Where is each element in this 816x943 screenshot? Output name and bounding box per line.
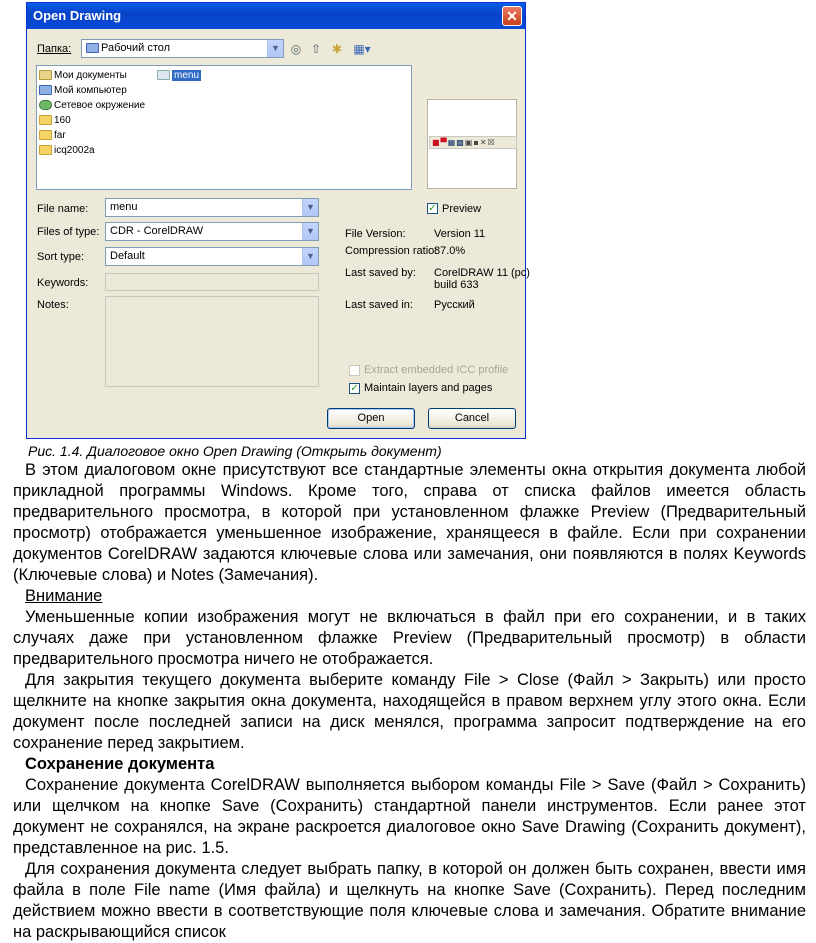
preview-checkbox[interactable]: ✓ [428, 203, 437, 214]
maintain-layers-label: Maintain layers and pages [364, 382, 493, 394]
open-button[interactable]: Open [327, 408, 415, 429]
file-version-label: File Version: [345, 228, 406, 240]
list-item-selected[interactable]: menu [157, 69, 201, 83]
notes-textarea[interactable] [105, 296, 319, 387]
paragraph-2: Уменьшенные копии изображения могут не включаться в файл при его сохранении, и в таких случаях даже при установленном флажке Preview (Предварительный просмотр) в области предварительного просмотра ничего не отображается. [13, 608, 806, 668]
file-version-value: Version 11 [434, 228, 486, 240]
warning-heading: Внимание [25, 587, 103, 605]
folder-icon [39, 130, 52, 140]
last-saved-by-label: Last saved by: [345, 267, 416, 279]
notes-label: Notes: [37, 299, 69, 311]
last-saved-in-value: Русский [434, 299, 475, 311]
file-name-input[interactable] [105, 198, 319, 217]
extract-icc-checkbox[interactable] [349, 365, 360, 376]
back-icon[interactable]: ◎ [290, 42, 302, 56]
preview-label: Preview [442, 203, 482, 215]
files-of-type-select[interactable] [105, 222, 319, 241]
last-saved-by-value: CorelDRAW 11 (pc) [434, 267, 530, 279]
network-icon [39, 100, 52, 110]
compression-value: 87.0% [434, 245, 466, 257]
desktop-icon [86, 43, 99, 53]
file-list[interactable] [36, 65, 412, 190]
keywords-label: Keywords: [37, 277, 89, 289]
view-menu-icon[interactable]: ▦▾ [353, 42, 371, 56]
new-folder-icon[interactable]: ✱ [331, 42, 343, 56]
documents-folder-icon [39, 70, 52, 80]
section-heading: Сохранение документа [25, 755, 215, 773]
paragraph-3: Для закрытия текущего документа выберите команду File > Close (Файл > Закрыть) или просто щелкните на кнопке закрытия окна документа, находящейся в правом верхнем углу этого окна. Если документ после последней записи на диск менялся, программа запросит подтверждение на его сохранение перед закрытием. [13, 671, 806, 752]
file-name-value: menu [110, 201, 138, 213]
list-item[interactable]: Мои документы [39, 69, 127, 83]
last-saved-build-value: build 633 [434, 279, 479, 291]
folder-select-value: Рабочий стол [101, 42, 171, 54]
cancel-button[interactable]: Cancel [428, 408, 516, 429]
figure-caption: Рис. 1.4. Диалоговое окно Open Drawing (Открыть документ) [28, 443, 442, 459]
folder-icon [39, 115, 52, 125]
last-saved-in-label: Last saved in: [345, 299, 413, 311]
dialog-title-bar[interactable] [27, 3, 525, 29]
sort-type-select[interactable] [105, 247, 319, 266]
computer-icon [39, 85, 52, 95]
close-icon[interactable]: ✕ [502, 6, 522, 26]
list-item[interactable]: 160 [39, 114, 71, 128]
folder-label: Папка: [37, 43, 72, 55]
files-of-type-label: Files of type: [37, 226, 100, 238]
chevron-down-icon[interactable]: ▼ [302, 223, 318, 240]
sort-type-value: Default [110, 250, 145, 262]
paragraph-4: Сохранение документа CorelDRAW выполняется выбором команды File > Save (Файл > Сохранить) или щелчком на кнопке Save (Сохранить) стандартной панели инструментов. Если ранее этот документ не сохранялся, на экране раскроется диалоговое окно Save Drawing (Сохранить документ), представленное на рис. 1.5. [13, 776, 806, 857]
folder-icon [39, 145, 52, 155]
list-item[interactable]: far [39, 129, 66, 143]
open-drawing-dialog [26, 2, 530, 439]
maintain-layers-checkbox[interactable]: ✓ [350, 383, 359, 394]
list-item[interactable]: icq2002a [39, 144, 95, 158]
paragraph-5: Для сохранения документа следует выбрать папку, в которой он должен быть сохранен, ввести имя файла в поле File name (Имя файла) и щелкнуть на кнопке Save (Сохранить). Перед последним действием можно ввести в соответствующие поля ключевые слова и замечания. Обратите внимание на раскрывающийся список [13, 860, 806, 941]
dialog-title: Open Drawing [33, 8, 122, 23]
chevron-down-icon[interactable]: ▼ [302, 248, 318, 265]
compression-label: Compression ratio: [345, 245, 438, 257]
paragraph-1: В этом диалоговом окне присутствуют все стандартные элементы окна открытия документа любой прикладной программы Windows. Кроме того, справа от списка файлов имеется область предварительного просмотра, в которой при установленном флажке Preview (Предварительный просмотр) отображается уменьшенное изображение, хранящееся в файле. Если при сохранении документов CorelDRAW задаются ключевые слова или замечания, они появляются в полях Keywords (Ключевые слова) и Notes (Замечания). [13, 461, 806, 584]
files-of-type-value: CDR - CorelDRAW [110, 225, 204, 237]
extract-icc-label: Extract embedded ICC profile [364, 364, 509, 376]
chevron-down-icon[interactable]: ▼ [267, 40, 283, 57]
preview-thumbnail: ■▀▦▩▣▪✕☒ [429, 136, 517, 149]
sort-type-label: Sort type: [37, 251, 85, 263]
chevron-down-icon[interactable]: ▼ [302, 199, 318, 216]
list-item[interactable]: Сетевое окружение [39, 99, 145, 113]
list-item[interactable]: Мой компьютер [39, 84, 127, 98]
drawing-file-icon [157, 70, 170, 80]
up-folder-icon[interactable]: ⇧ [310, 42, 322, 56]
folder-select[interactable] [81, 39, 284, 58]
file-name-label: File name: [37, 203, 89, 215]
keywords-input[interactable] [105, 273, 319, 291]
